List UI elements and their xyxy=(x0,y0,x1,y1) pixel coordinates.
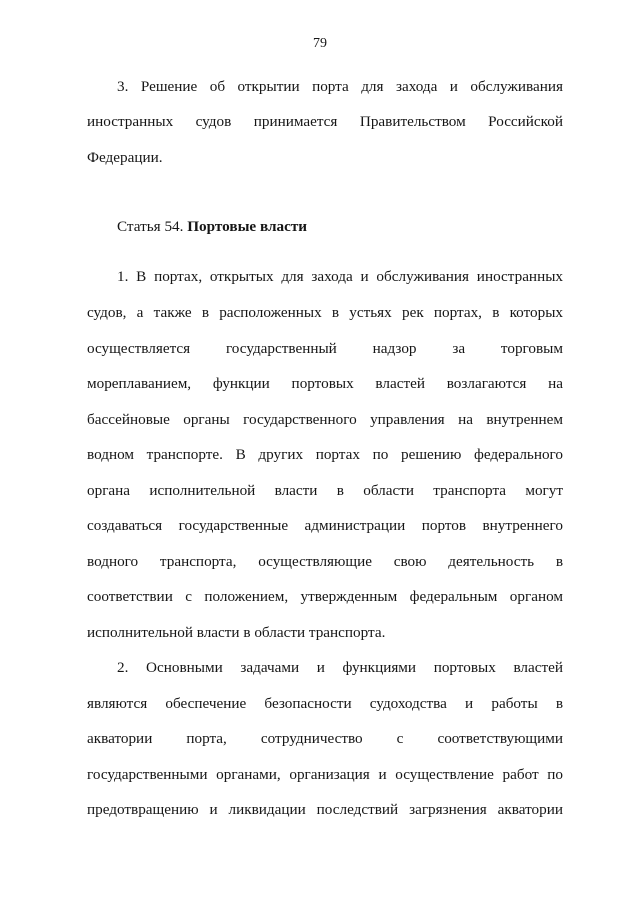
article-title: Портовые власти xyxy=(187,218,308,235)
article-number: Статья 54. xyxy=(117,218,184,235)
paragraph1-line-7: органа исполнительной власти в области транспорта могут xyxy=(87,482,563,499)
paragraph1-line-9: водного транспорта, осуществляющие свою деятельность в xyxy=(87,553,563,570)
article-heading xyxy=(117,218,307,236)
paragraph2-line-3: акватории порта, сотрудничество с соответствующими xyxy=(87,730,563,747)
paragraph2-line-5: предотвращению и ликвидации последствий загрязнения акватории xyxy=(87,801,563,818)
paragraph1-line-6: водном транспорте. В других портах по решению федерального xyxy=(87,446,563,463)
paragraph1-line-10: соответствии с положением, утвержденным федеральным органом xyxy=(87,588,563,605)
paragraph1-line-5: бассейновые органы государственного управления на внутреннем xyxy=(87,411,563,428)
page-number: 79 xyxy=(313,36,327,51)
paragraph2-line-2: являются обеспечение безопасности судоходства и работы в xyxy=(87,695,563,712)
paragraph1-line-4: мореплаванием, функции портовых властей возлагаются на xyxy=(87,375,563,392)
section3-line-3: Федерации. xyxy=(87,149,163,166)
paragraph1-line-2: судов, а также в расположенных в устьях рек портах, в которых xyxy=(87,304,563,321)
paragraph1-line-8: создаваться государственные администрации портов внутреннего xyxy=(87,517,563,534)
paragraph2-line-4: государственными органами, организация и осуществление работ по xyxy=(87,766,563,783)
paragraph1-line-1: 1. В портах, открытых для захода и обслуживания иностранных xyxy=(117,268,563,285)
paragraph1-line-11: исполнительной власти в области транспорта. xyxy=(87,624,386,641)
paragraph2-line-1: 2. Основными задачами и функциями портовых властей xyxy=(117,659,563,676)
section3-line-1: 3. Решение об открытии порта для захода и обслуживания xyxy=(117,78,563,95)
paragraph1-line-3: осуществляется государственный надзор за торговым xyxy=(87,340,563,357)
section3-line-2: иностранных судов принимается Правительством Российской xyxy=(87,113,563,130)
